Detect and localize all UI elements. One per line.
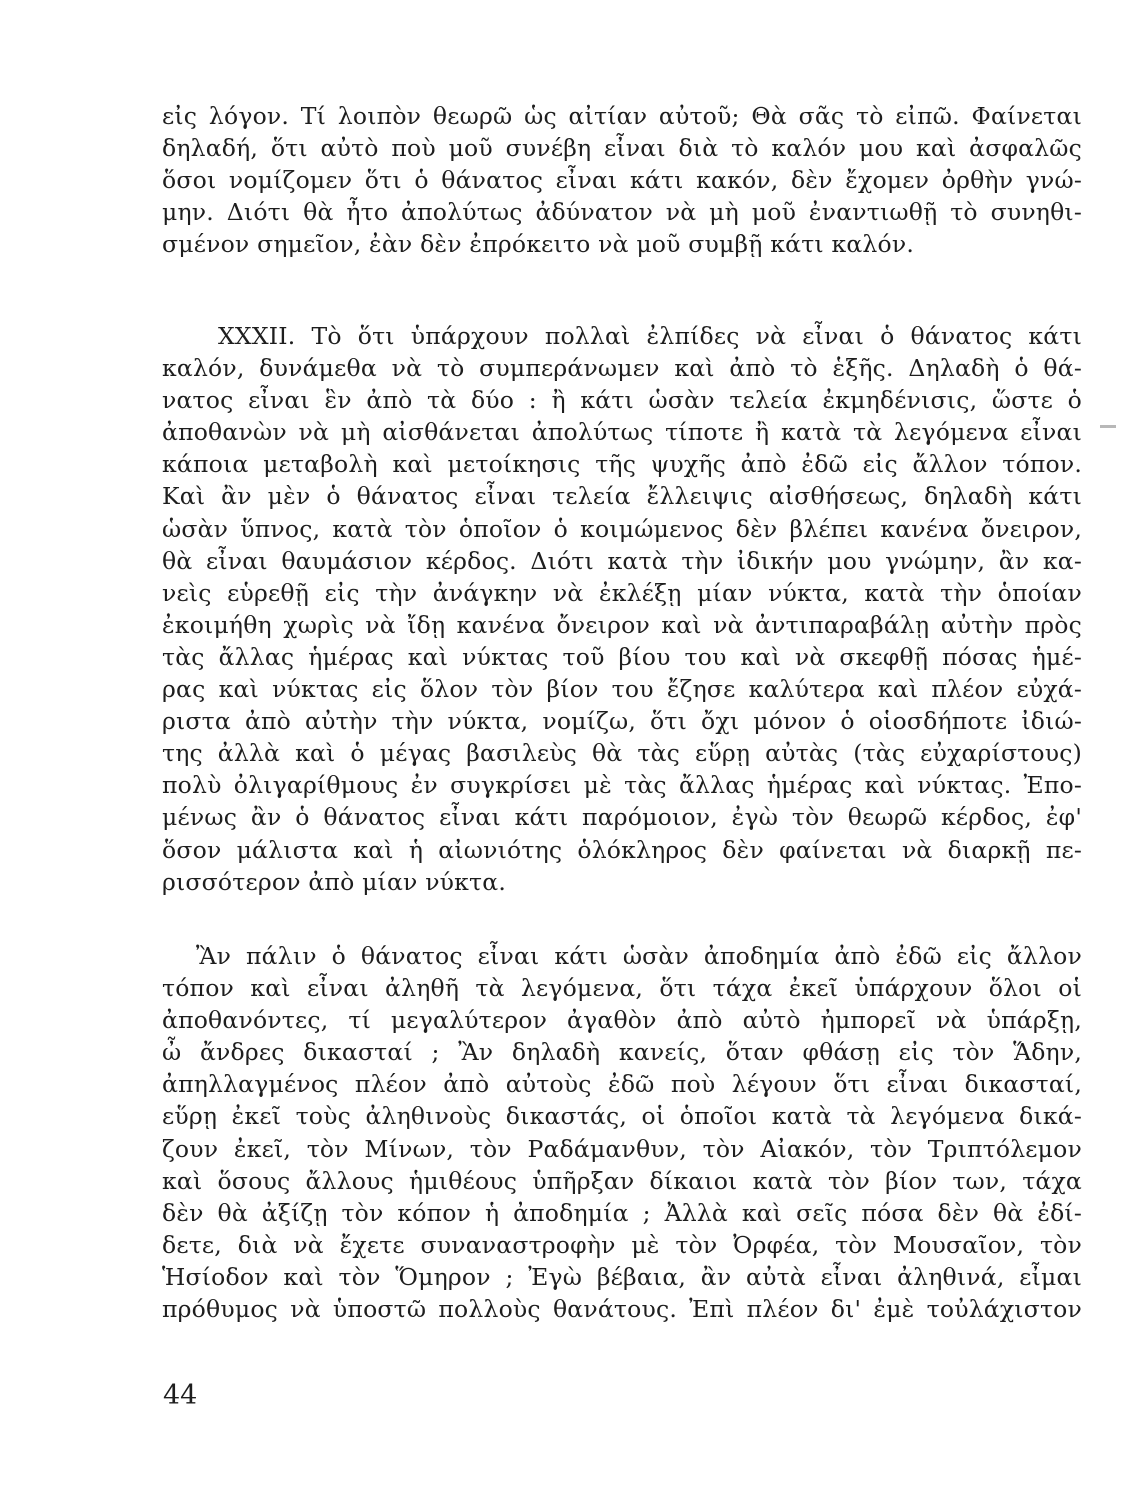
text-line: ὦ ἄνδρες δικασταί ; Ἂν δηλαδὴ κανείς, ὅταν φθάσῃ εἰς τὸν Ἅδην,: [162, 1038, 1082, 1067]
text-line: καλόν, δυνάμεθα νὰ τὸ συμπεράνωμεν καὶ ἀπὸ τὸ ἑξῆς. Δηλαδὴ ὁ θά-: [162, 354, 1082, 383]
text-line: νατος εἶναι ἓν ἀπὸ τὰ δύο : ἢ κάτι ὡσὰν τελεία ἐκμηδένισις, ὥστε ὁ: [162, 386, 1082, 415]
text-line: εἰς λόγον. Τί λοιπὸν θεωρῶ ὡς αἰτίαν αὐτοῦ; Θὰ σᾶς τὸ εἰπῶ. Φαίνεται: [162, 102, 1082, 130]
text-line: δετε, διὰ νὰ ἔχετε συναναστροφὴν μὲ τὸν Ὀρφέα, τὸν Μουσαῖον, τὸν: [162, 1230, 1082, 1259]
section-heading-line: XXXII. Τὸ ὅτι ὑπάρχουν πολλαὶ ἐλπίδες νὰ εἶναι ὁ θάνατος κάτι: [218, 322, 1082, 350]
paragraph-3: [162, 940, 1082, 1325]
text-line: νεὶς εὑρεθῇ εἰς τὴν ἀνάγκην νὰ ἐκλέξῃ μίαν νύκτα, κατὰ τὴν ὁποίαν: [162, 578, 1082, 607]
text-line: μην. Διότι θὰ ἦτο ἀπολύτως ἀδύνατον νὰ μὴ μοῦ ἐναντιωθῇ τὸ συνηθι-: [162, 198, 1082, 227]
text-line: θὰ εἶναι θαυμάσιον κέρδος. Διότι κατὰ τὴν ἰδικήν μου γνώμην, ἂν κα-: [162, 546, 1082, 575]
text-line: ἀποθανὼν νὰ μὴ αἰσθάνεται ἀπολύτως τίποτε ἢ κατὰ τὰ λεγόμενα εἶναι: [162, 418, 1082, 447]
paragraph-2: [162, 320, 1082, 898]
text-line: ἀποθανόντες, τί μεγαλύτερον ἀγαθὸν ἀπὸ αὐτὸ ἠμπορεῖ νὰ ὑπάρξῃ,: [162, 1006, 1082, 1035]
text-line: πολὺ ὀλιγαρίθμους ἐν συγκρίσει μὲ τὰς ἄλλας ἡμέρας καὶ νύκτας. Ἐπο-: [162, 771, 1082, 800]
text-line: ὅσοι νομίζομεν ὅτι ὁ θάνατος εἶναι κάτι κακόν, δὲν ἔχομεν ὀρθὴν γνώ-: [162, 166, 1082, 195]
page-number: 44: [163, 1380, 198, 1411]
text-line: Ἡσίοδον καὶ τὸν Ὅμηρον ; Ἐγὼ βέβαια, ἂν αὐτὰ εἶναι ἀληθινά, εἶμαι: [162, 1262, 1082, 1291]
text-line: ριστα ἀπὸ αὐτὴν τὴν νύκτα, νομίζω, ὅτι ὄχι μόνον ὁ οἱοσδήποτε ἰδιώ-: [162, 707, 1082, 736]
paragraph-1: [162, 100, 1082, 260]
text-line: ρας καὶ νύκτας εἰς ὅλον τὸν βίον του ἔζησε καλύτερα καὶ πλέον εὐχά-: [162, 675, 1082, 704]
text-line: τὰς ἄλλας ἡμέρας καὶ νύκτας τοῦ βίου του καὶ νὰ σκεφθῇ πόσας ἡμέ-: [162, 642, 1082, 671]
text-line: δὲν θὰ ἀξίζῃ τὸν κόπον ἡ ἀποδημία ; Ἀλλὰ καὶ σεῖς πόσα δὲν θὰ ἐδί-: [162, 1198, 1082, 1227]
text-line: τόπον καὶ εἶναι ἀληθῆ τὰ λεγόμενα, ὅτι τάχα ἐκεῖ ὑπάρχουν ὅλοι οἱ: [162, 974, 1082, 1003]
text-line: καὶ ὅσους ἄλλους ἡμιθέους ὑπῆρξαν δίκαιοι κατὰ τὸν βίον των, τάχα: [162, 1166, 1082, 1195]
text-line: ζουν ἐκεῖ, τὸν Μίνων, τὸν Ραδάμανθυν, τὸν Αἰακόν, τὸν Τριπτόλεμον: [162, 1134, 1082, 1163]
text-line: δηλαδή, ὅτι αὐτὸ ποὺ μοῦ συνέβη εἶναι διὰ τὸ καλόν μου καὶ ἀσφαλῶς: [162, 134, 1082, 163]
text-line: μένως ἂν ὁ θάνατος εἶναι κάτι παρόμοιον, ἐγὼ τὸν θεωρῶ κέρδος, ἐφ': [162, 803, 1082, 832]
text-line: πρόθυμος νὰ ὑποστῶ πολλοὺς θανάτους. Ἐπὶ πλέον δι' ἐμὲ τοὐλάχιστον: [162, 1295, 1082, 1324]
text-line: Καὶ ἂν μὲν ὁ θάνατος εἶναι τελεία ἔλλειψις αἰσθήσεως, δηλαδὴ κάτι: [162, 482, 1082, 511]
text-line: της ἀλλὰ καὶ ὁ μέγας βασιλεὺς θὰ τὰς εὕρῃ αὐτὰς (τὰς εὐχαρίστους): [162, 739, 1082, 768]
text-line: ὡσὰν ὕπνος, κατὰ τὸν ὁποῖον ὁ κοιμώμενος δὲν βλέπει κανένα ὄνειρον,: [162, 514, 1082, 543]
text-line: Ἂν πάλιν ὁ θάνατος εἶναι κάτι ὡσὰν ἀποδημία ἀπὸ ἐδῶ εἰς ἄλλον: [196, 942, 1082, 970]
text-line: ἀπηλλαγμένος πλέον ἀπὸ αὐτοὺς ἐδῶ ποὺ λέγουν ὅτι εἶναι δικασταί,: [162, 1070, 1082, 1099]
text-line: σμένον σημεῖον, ἐὰν δὲν ἐπρόκειτο νὰ μοῦ συμβῇ κάτι καλόν.: [162, 230, 915, 259]
text-line: κάποια μεταβολὴ καὶ μετοίκησις τῆς ψυχῆς ἀπὸ ἐδῶ εἰς ἄλλον τόπον.: [162, 450, 1082, 479]
margin-mark: [1100, 425, 1116, 428]
text-line: ρισσότερον ἀπὸ μίαν νύκτα.: [162, 867, 506, 896]
text-line: εὕρῃ ἐκεῖ τοὺς ἀληθινοὺς δικαστάς, οἱ ὁποῖοι κατὰ τὰ λεγόμενα δικά-: [162, 1102, 1082, 1131]
text-line: ἐκοιμήθη χωρὶς νὰ ἴδῃ κανένα ὄνειρον καὶ νὰ ἀντιπαραβάλῃ αὐτὴν πρὸς: [162, 610, 1082, 639]
text-line: ὅσον μάλιστα καὶ ἡ αἰωνιότης ὁλόκληρος δὲν φαίνεται νὰ διαρκῇ πε-: [162, 835, 1082, 864]
